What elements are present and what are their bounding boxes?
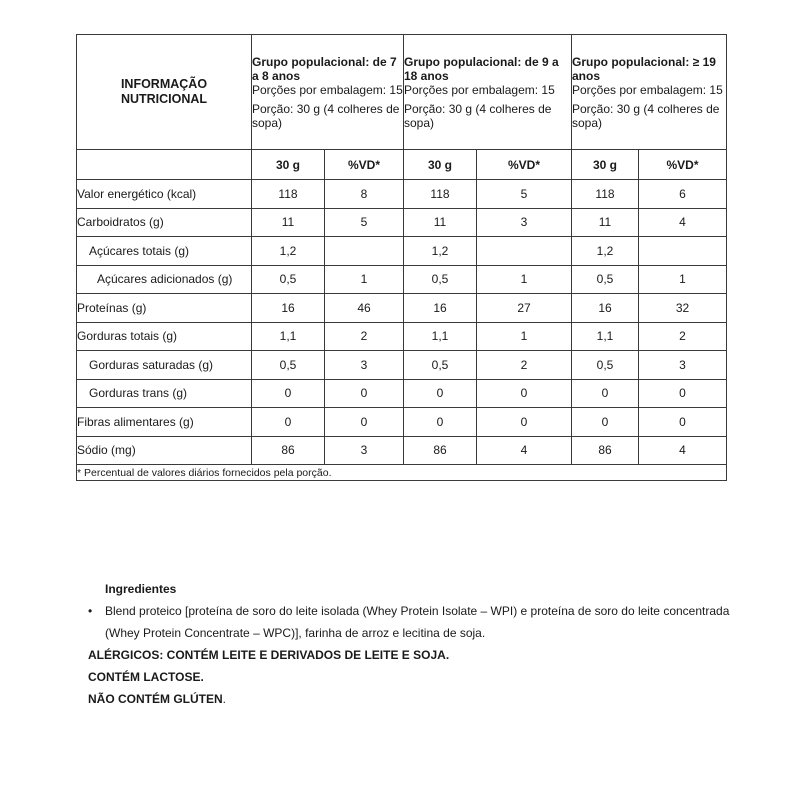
nutrient-amount: 0 [252, 379, 325, 408]
nutrient-label: Fibras alimentares (g) [77, 408, 252, 437]
nutrient-vd: 5 [477, 180, 572, 209]
nutrient-vd [639, 237, 727, 266]
group-header-7-8 [252, 35, 404, 150]
nutrient-row [77, 436, 727, 465]
nutrient-vd: 0 [477, 379, 572, 408]
gluten-period: . [222, 692, 227, 706]
nutrient-label: Gorduras trans (g) [77, 379, 252, 408]
group-portions: Porções por embalagem: 15 [252, 82, 403, 97]
nutrient-amount: 11 [252, 208, 325, 237]
nutrient-vd: 0 [325, 408, 404, 437]
col-amount-header: 30 g [572, 150, 639, 180]
group-portion-size: Porção: 30 g (4 colheres de sopa) [252, 101, 400, 130]
nutrient-row [77, 180, 727, 209]
gluten-text: NÃO CONTÉM GLÚTEN [88, 692, 223, 706]
nutrient-vd: 3 [639, 351, 727, 380]
nutrient-amount: 86 [572, 436, 639, 465]
nutrient-amount: 86 [404, 436, 477, 465]
table-title-line2: NUTRICIONAL [120, 92, 208, 106]
group-header-9-18 [404, 35, 572, 150]
nutrient-amount: 0 [404, 408, 477, 437]
nutrient-amount: 11 [572, 208, 639, 237]
nutrient-vd: 0 [639, 408, 727, 437]
nutrient-vd: 2 [325, 322, 404, 351]
table-title [77, 35, 252, 150]
nutrient-amount: 1,2 [252, 237, 325, 266]
bullet-icon: • [88, 604, 93, 618]
nutrient-label: Gorduras totais (g) [77, 322, 252, 351]
col-vd-header: %VD* [639, 150, 727, 180]
col-vd-header: %VD* [477, 150, 572, 180]
nutrient-vd: 27 [477, 294, 572, 323]
ingredient-text: Blend proteico [proteína de soro do leite isolada (Whey Protein Isolate – WPI) e proteína de soro do leite concentrada (Whey Protein Concentrate – WPC)], farinha de arroz e lecitina de soja. [105, 604, 730, 640]
nutrient-vd: 0 [325, 379, 404, 408]
nutrient-amount: 0 [404, 379, 477, 408]
nutrient-vd: 4 [639, 208, 727, 237]
nutrient-label: Carboidratos (g) [77, 208, 252, 237]
gluten-statement [88, 688, 738, 710]
nutrient-amount: 16 [252, 294, 325, 323]
col-vd-header: %VD* [325, 150, 404, 180]
nutrient-amount: 0,5 [572, 351, 639, 380]
footnote-row [77, 465, 727, 481]
nutrition-facts-table [76, 34, 727, 481]
group-portions: Porções por embalagem: 15 [404, 82, 555, 97]
nutrient-vd: 8 [325, 180, 404, 209]
ingredients-section [88, 578, 738, 710]
ingredient-item [88, 600, 738, 644]
nutrient-amount: 118 [252, 180, 325, 209]
nutrient-amount: 1,1 [572, 322, 639, 351]
nutrient-amount: 16 [404, 294, 477, 323]
nutrient-label: Açúcares adicionados (g) [77, 265, 252, 294]
nutrient-label: Gorduras saturadas (g) [77, 351, 252, 380]
group-header-row [77, 35, 727, 150]
nutrient-amount: 1,1 [404, 322, 477, 351]
allergen-warning: ALÉRGICOS: CONTÉM LEITE E DERIVADOS DE LEITE E SOJA. [88, 648, 450, 662]
lactose-warning: CONTÉM LACTOSE. [88, 670, 204, 684]
nutrient-amount: 11 [404, 208, 477, 237]
nutrient-amount: 0,5 [572, 265, 639, 294]
nutrient-row [77, 208, 727, 237]
nutrient-amount: 0 [252, 408, 325, 437]
nutrient-label: Açúcares totais (g) [77, 237, 252, 266]
nutrient-vd: 4 [477, 436, 572, 465]
table-title-line1: INFORMAÇÃO [120, 77, 208, 91]
nutrient-label: Sódio (mg) [77, 436, 252, 465]
nutrient-row [77, 237, 727, 266]
group-portion-size: Porção: 30 g (4 colheres de sopa) [404, 101, 552, 130]
nutrient-row [77, 408, 727, 437]
nutrient-vd: 32 [639, 294, 727, 323]
group-title: Grupo populacional: de 9 a 18 anos [404, 54, 559, 83]
group-title: Grupo populacional: de 7 a 8 anos [252, 54, 397, 83]
group-title: Grupo populacional: ≥ 19 anos [572, 54, 716, 83]
nutrient-vd: 1 [477, 265, 572, 294]
nutrient-vd: 46 [325, 294, 404, 323]
nutrient-label: Valor energético (kcal) [77, 180, 252, 209]
nutrient-row [77, 294, 727, 323]
nutrient-vd: 0 [477, 408, 572, 437]
nutrient-vd [325, 237, 404, 266]
nutrient-amount: 0 [572, 408, 639, 437]
nutrient-label: Proteínas (g) [77, 294, 252, 323]
nutrient-row [77, 379, 727, 408]
nutrient-vd: 1 [639, 265, 727, 294]
nutrient-vd: 3 [325, 351, 404, 380]
group-portions: Porções por embalagem: 15 [572, 82, 723, 97]
nutrient-vd: 4 [639, 436, 727, 465]
nutrient-vd: 1 [477, 322, 572, 351]
nutrient-row [77, 322, 727, 351]
nutrient-amount: 86 [252, 436, 325, 465]
group-header-19-plus [572, 35, 727, 150]
nutrient-amount: 1,2 [404, 237, 477, 266]
nutrient-vd: 6 [639, 180, 727, 209]
nutrient-vd: 3 [325, 436, 404, 465]
col-amount-header: 30 g [252, 150, 325, 180]
nutrient-row [77, 351, 727, 380]
nutrient-vd: 5 [325, 208, 404, 237]
nutrient-amount: 118 [404, 180, 477, 209]
col-amount-header: 30 g [404, 150, 477, 180]
nutrient-amount: 1,1 [252, 322, 325, 351]
nutrient-amount: 0 [572, 379, 639, 408]
nutrient-vd: 2 [477, 351, 572, 380]
column-header-row [77, 150, 727, 180]
nutrient-amount: 16 [572, 294, 639, 323]
nutrient-amount: 1,2 [572, 237, 639, 266]
nutrient-amount: 0,5 [252, 351, 325, 380]
nutrient-vd: 3 [477, 208, 572, 237]
nutrient-vd: 0 [639, 379, 727, 408]
nutrient-vd [477, 237, 572, 266]
nutrient-amount: 118 [572, 180, 639, 209]
group-portion-size: Porção: 30 g (4 colheres de sopa) [572, 101, 720, 130]
nutrient-vd: 2 [639, 322, 727, 351]
nutrient-amount: 0,5 [252, 265, 325, 294]
nutrient-amount: 0,5 [404, 265, 477, 294]
nutrient-vd: 1 [325, 265, 404, 294]
header-divider-bar [77, 150, 252, 180]
nutrient-row [77, 265, 727, 294]
footnote: * Percentual de valores diários fornecidos pela porção. [77, 465, 727, 481]
ingredients-title: Ingredientes [105, 582, 177, 596]
nutrient-amount: 0,5 [404, 351, 477, 380]
